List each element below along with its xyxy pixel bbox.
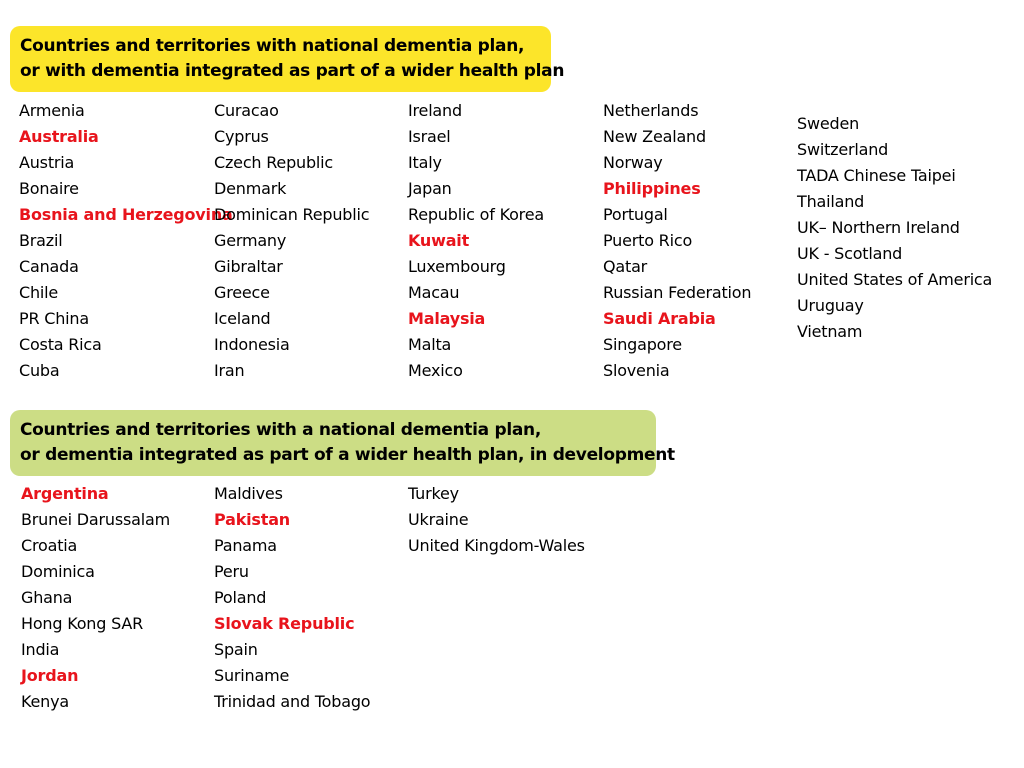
country-item: Denmark — [214, 179, 287, 198]
country-item: Russian Federation — [603, 283, 752, 302]
country-item: Japan — [408, 179, 452, 198]
country-item: Qatar — [603, 257, 648, 276]
country-item: Dominican Republic — [214, 205, 370, 224]
country-item: Iran — [214, 361, 245, 380]
country-item: UK - Scotland — [797, 244, 903, 263]
country-item: Indonesia — [214, 335, 290, 354]
country-item: Uruguay — [797, 296, 864, 315]
country-item: Vietnam — [797, 322, 863, 341]
country-item: United States of America — [797, 270, 993, 289]
country-item: Thailand — [797, 192, 865, 211]
country-item: Switzerland — [797, 140, 889, 159]
country-item: Canada — [19, 257, 79, 276]
country-item: UK– Northern Ireland — [797, 218, 960, 237]
country-item: Italy — [408, 153, 442, 172]
country-item: Dominica — [21, 562, 95, 581]
country-column — [797, 111, 992, 345]
section-heading-line: Countries and territories with a national dementia plan, — [20, 420, 541, 440]
country-item: Malaysia — [408, 309, 486, 328]
country-item: Brazil — [19, 231, 63, 250]
country-item: Netherlands — [603, 101, 699, 120]
country-item: Portugal — [603, 205, 668, 224]
country-item: Cyprus — [214, 127, 269, 146]
country-item: Turkey — [408, 484, 459, 503]
country-item: Saudi Arabia — [603, 309, 716, 328]
country-item: Austria — [19, 153, 75, 172]
country-item: Sweden — [797, 114, 860, 133]
country-item: Armenia — [19, 101, 85, 120]
country-item: Croatia — [21, 536, 78, 555]
country-item: TADA Chinese Taipei — [797, 166, 956, 185]
country-item: Slovak Republic — [214, 614, 355, 633]
country-item: Poland — [214, 588, 267, 607]
country-column — [21, 481, 170, 715]
country-column — [603, 98, 751, 384]
country-item: Czech Republic — [214, 153, 334, 172]
country-item: Argentina — [21, 484, 109, 503]
country-item: Israel — [408, 127, 451, 146]
country-column — [408, 481, 585, 559]
section-heading-line: Countries and territories with national dementia plan, — [20, 36, 525, 56]
country-item: Cuba — [19, 361, 60, 380]
country-item: Spain — [214, 640, 258, 659]
country-item: Bosnia and Herzegovina — [19, 205, 233, 224]
country-item: Iceland — [214, 309, 271, 328]
country-item: Ghana — [21, 588, 73, 607]
section-heading-line: or with dementia integrated as part of a wider health plan — [20, 61, 565, 81]
country-item: Germany — [214, 231, 287, 250]
country-item: Gibraltar — [214, 257, 283, 276]
country-item: Kuwait — [408, 231, 470, 250]
country-column — [408, 98, 544, 384]
country-item: Greece — [214, 283, 270, 302]
country-item: Bonaire — [19, 179, 79, 198]
country-item: Chile — [19, 283, 59, 302]
country-item: Hong Kong SAR — [21, 614, 143, 633]
country-item: India — [21, 640, 60, 659]
country-item: Philippines — [603, 179, 701, 198]
country-item: United Kingdom-Wales — [408, 536, 585, 555]
country-item: Republic of Korea — [408, 205, 544, 224]
country-item: Norway — [603, 153, 663, 172]
country-item: Maldives — [214, 484, 283, 503]
country-item: New Zealand — [603, 127, 706, 146]
country-item: Ukraine — [408, 510, 469, 529]
country-item: Jordan — [21, 666, 79, 685]
country-item: Suriname — [214, 666, 290, 685]
country-item: Macau — [408, 283, 460, 302]
country-item: Ireland — [408, 101, 462, 120]
country-item: Malta — [408, 335, 452, 354]
country-item: Pakistan — [214, 510, 290, 529]
country-item: Australia — [19, 127, 99, 146]
country-item: Brunei Darussalam — [21, 510, 170, 529]
country-item: Curacao — [214, 101, 279, 120]
country-item: Singapore — [603, 335, 682, 354]
section-heading-line: or dementia integrated as part of a wider health plan, in development — [20, 445, 675, 465]
country-item: Trinidad and Tobago — [214, 692, 371, 711]
country-item: Kenya — [21, 692, 69, 711]
country-item: Panama — [214, 536, 277, 555]
country-item: Peru — [214, 562, 249, 581]
country-column — [19, 98, 233, 384]
country-item: Slovenia — [603, 361, 670, 380]
country-column — [214, 481, 370, 715]
country-item: Mexico — [408, 361, 463, 380]
section-heading-plans-in-development — [10, 410, 675, 476]
country-column — [214, 98, 369, 384]
country-item: Luxembourg — [408, 257, 506, 276]
country-item: PR China — [19, 309, 89, 328]
country-item: Puerto Rico — [603, 231, 693, 250]
section-heading-existing-plans — [10, 26, 565, 92]
country-item: Costa Rica — [19, 335, 102, 354]
